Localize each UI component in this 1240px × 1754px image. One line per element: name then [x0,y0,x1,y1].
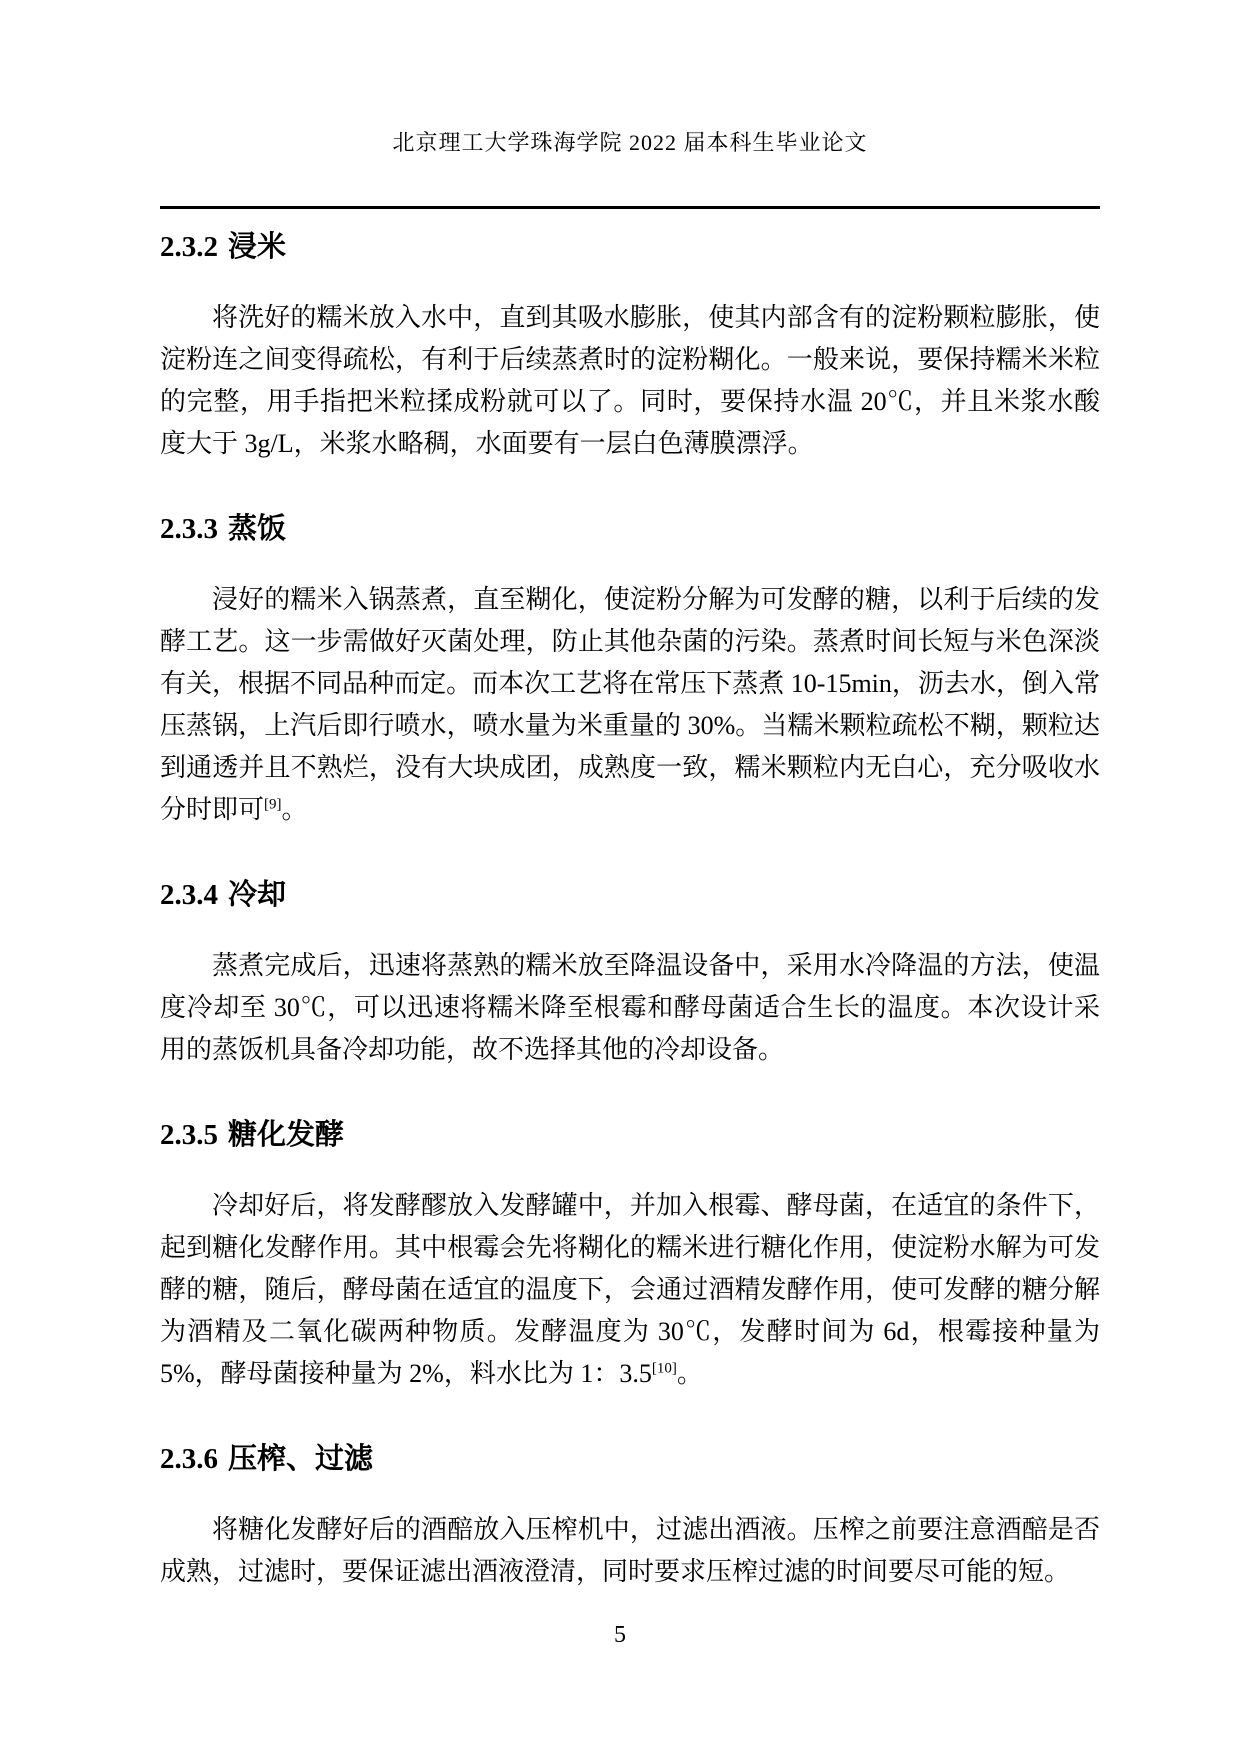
paragraph: 蒸煮完成后，迅速将蒸熟的糯米放至降温设备中，采用水冷降温的方法，使温度冷却至 30℃，可以迅速将糯米降至根霉和酵母菌适合生长的温度。本次设计采用的蒸饭机具备冷却功能，故不选择其他的冷却设备。 [160,951,1100,1064]
section [160,1115,1100,1395]
section [160,227,1100,465]
paragraph: 将糖化发酵好后的酒醅放入压榨机中，过滤出酒液。压榨之前要注意酒醅是否成熟，过滤时，要保证滤出酒液澄清，同时要求压榨过滤的时间要尽可能的短。 [160,1515,1100,1586]
section-heading [160,875,1100,915]
paragraph: 冷却好后，将发酵醪放入发酵罐中，并加入根霉、酵母菌，在适宜的条件下，起到糖化发酵作用。其中根霉会先将糊化的糯米进行糖化作用，使淀粉水解为可发酵的糖，随后，酵母菌在适宜的温度下，会通过酒精发酵作用，使可发酵的糖分解为酒精及二氧化碳两种物质。发酵温度为 30℃，发酵时间为 6d，根霉接种量为 5%，酵母菌接种量为 2%，料水比为 1：3.5[10]。 [160,1191,1100,1388]
section-heading [160,509,1100,549]
section-title: 压榨、过滤 [228,1443,374,1475]
page-number: 5 [614,1622,626,1648]
section-title: 冷却 [228,879,287,911]
section [160,1439,1100,1593]
section [160,509,1100,831]
paragraph: 浸好的糯米入锅蒸煮，直至糊化，使淀粉分解为可发酵的糖，以利于后续的发酵工艺。这一步需做好灭菌处理，防止其他杂菌的污染。蒸煮时间长短与米色深淡有关，根据不同品种而定。而本次工艺将在常压下蒸煮 10-15min，沥去水，倒入常压蒸锅，上汽后即行喷水，喷水量为米重量的 30%。当糯米颗粒疏松不糊，颗粒达到通透并且不熟烂，没有大块成团，成熟度一致，糯米颗粒内无白心，充分吸收水分时即可[9]。 [160,585,1100,824]
section-heading [160,1115,1100,1155]
citation-ref: [10] [651,1360,677,1377]
section-heading [160,1439,1100,1479]
section-number: 2.3.4 [160,879,218,911]
paragraph: 将洗好的糯米放入水中，直到其吸水膨胀，使其内部含有的淀粉颗粒膨胀，使淀粉连之间变得疏松，有利于后续蒸煮时的淀粉糊化。一般来说，要保持糯米米粒的完整，用手指把米粒揉成粉就可以了。同时，要保持水温 20℃，并且米浆水酸度大于 3g/L，米浆水略稠，水面要有一层白色薄膜漂浮。 [160,303,1100,458]
section-title: 糖化发酵 [228,1119,345,1151]
header-divider [160,206,1100,209]
section-number: 2.3.3 [160,513,218,545]
section-heading [160,227,1100,267]
section-title: 浸米 [228,231,287,263]
document-body [160,227,1100,1593]
section-number: 2.3.6 [160,1443,218,1475]
citation-ref: [9] [264,796,282,813]
section-number: 2.3.5 [160,1119,218,1151]
section-number: 2.3.2 [160,231,218,263]
running-header: 北京理工大学珠海学院 2022 届本科生毕业论文 [392,130,868,155]
section [160,875,1100,1071]
section-title: 蒸饭 [228,513,287,545]
